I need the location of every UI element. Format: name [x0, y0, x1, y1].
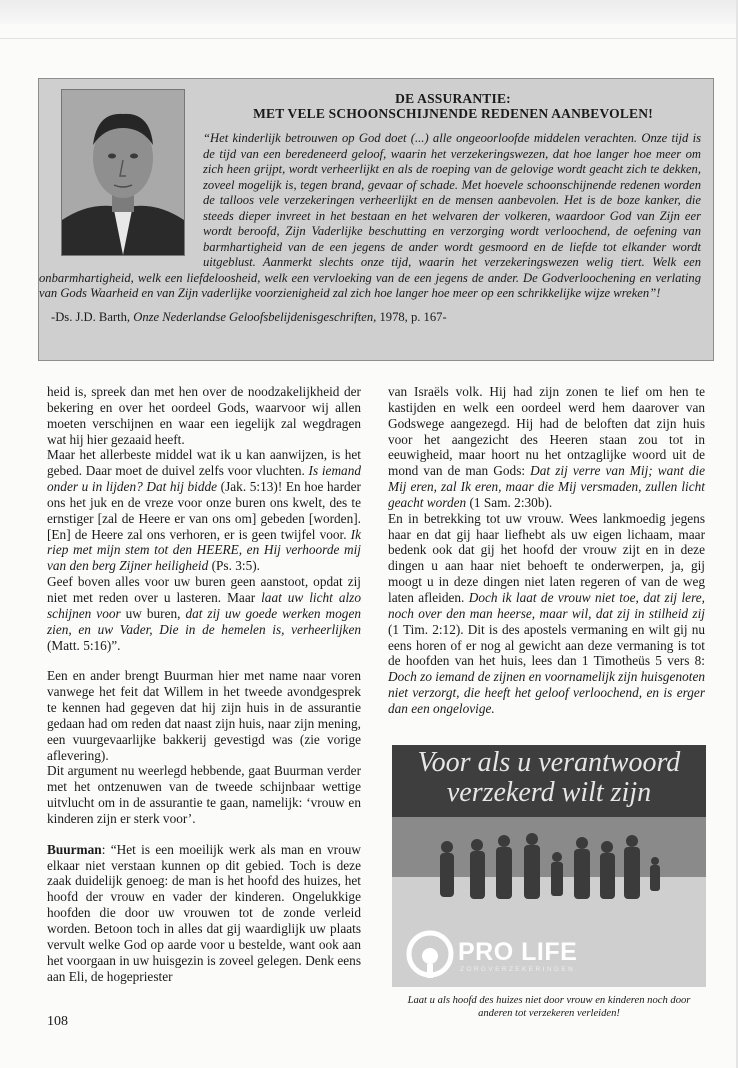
ad-brand-sub: ZORGVERZEKERINGEN [460, 966, 576, 973]
source-book: Onze Nederlandse Geloofsbelijdenisgeschriften [133, 309, 374, 324]
ad-slogan-line2: verzekerd wilt zijn [446, 777, 652, 808]
advertisement [392, 745, 706, 987]
left-column [47, 384, 361, 984]
ad-slogan [392, 748, 706, 808]
speaker-label: Buurman [47, 841, 102, 857]
portrait-photo [61, 89, 185, 256]
quote-source [51, 310, 713, 325]
source-rest: , 1978, p. 167- [373, 309, 447, 324]
source-author: -Ds. J.D. Barth, [51, 309, 134, 324]
scan-top-band [0, 0, 738, 24]
top-rule [0, 38, 738, 39]
left-paragraph-3: Geef boven alles voor uw buren geen aanstoot, opdat zij niet met reden over u lasteren. Maar laat uw licht alzo schijnen voor uw buren, dat zij uw goede werken mogen zien, en uw Vader, Die in de hemelen is, verheerlijken (Matt. 5:16)”. [47, 574, 361, 653]
ad-caption: Laat u als hoofd des huizes niet door vrouw en kinderen noch door anderen tot verzekeren verleiden! [407, 995, 691, 1019]
quote-title-line2: MET VELE SCHOONSCHIJNENDE REDENEN AANBEVOLEN! [253, 106, 653, 121]
right-paragraph-1: van Israëls volk. Hij had zijn zonen te lief om hen te kastijden en welk een oordeel werd hem daarover van Godswege aangezegd. Hij had de beloften dat zijn huis voor het aangezicht des Heeren staan zou tot in eeuwigheid, maar hoort nu het ontzaglijke woord uit de mond van de man Gods: Dat zij verre van Mij; want die Mij eren, zal Ik eren, maar die Mij versmaden, zullen licht geacht worden (1 Sam. 2:30b). [388, 384, 705, 510]
left-paragraph-6: Buurman: “Het is een moeilijk werk als man en vrouw elkaar niet verstaan kunnen op dit gebied. Toch is deze zaak duidelijk genoeg: de man is het hoofd des huizes, het hoofd der vrouw en vader der kinderen. Ongelukkige hoofden die door uw vrouwen tot de zonde verleid worden. Betoon toch in alles dat gij waardiglijk uw plaats vervult welke God op aarde voor u bestelde, want ook aan het voorgaan in uw huisgezin is zoveel gelegen. Denk eens aan Eli, de hogepriester [47, 841, 361, 984]
quote-box [38, 78, 714, 361]
ad-brand: PRO LIFE [458, 938, 578, 966]
left-paragraph-1: heid is, spreek dan met hen over de noodzakelijkheid der bekering en over het oordeel Gods, waarvoor wij allen moeten verschijnen en waar een iegelijk zal wegdragen wat hij hier gezaaid heeft. [47, 384, 361, 447]
right-column [388, 384, 705, 717]
left-paragraph-4: Een en ander brengt Buurman hier met name naar voren vanwege het feit dat Willem in het tweede avondgesprek te kennen had gegeven dat hij zijn huis in de assurantie gedaan had om reden dat naast zijn huis, naar zijn mening, een vuurgevaarlijke bakkerij gevestigd was (zie vorige aflevering). [47, 668, 361, 763]
ad-slogan-line1: Voor als u verantwoord [417, 747, 681, 778]
right-paragraph-2: En in betrekking tot uw vrouw. Wees lankmoedig jegens haar en dat gij haar liefhebt als uw eigen lichaam, maar bedenk ook dat gij het hoofd der vrouw zijt en in deze dingen u aan haar niet behoeft te onderwerpen, ja, gij moogt u in deze dingen niet laten regeren of van de weg laten afleiden. Doch ik laat de vrouw niet toe, dat zij lere, noch over den man heerse, maar wil, dat zij in stilheid zij (1 Tim. 2:12). Dit is des apostels vermaning en wilt gij nu eens horen of er nog al gewicht aan deze vermaning is tot de hoofden van het huis, lees dan 1 Timotheüs 5 vers 8: Doch zo iemand de zijnen en voornamelijk zijn huisgenoten niet verzorgt, die heeft het geloof verloochend, en is erger dan een ongelovige. [388, 510, 705, 716]
left-paragraph-5: Dit argument nu weerlegd hebbende, gaat Buurman verder met het ontzenuwen van de tweede schijnbaar wettige uitvlucht om in de assurantie te gaan, namelijk: ‘vrouw en kinderen zijn er sterk voor’. [47, 763, 361, 826]
left-paragraph-2: Maar het allerbeste middel wat ik u kan aanwijzen, is het gebed. Daar moet de duivel zelfs voor vluchten. Is iemand onder u in lijden? Dat hij bidde (Jak. 5:13)! En hoe harder ons het juk en de vreze voor onze buren ons kwelt, des te ernstiger [zal de Heere er van ons om] gebeden [worden]. [En] de Heere zal ons verhoren, er is geen twijfel voor. Ik riep met mijn stem tot den HEERE, en Hij verhoorde mij van den berg Zijner heiligheid (Ps. 3:5). [47, 447, 361, 574]
quote-text: “Het kinderlijk betrouwen op God doet (...) alle ongeoorloofde middelen verachten. Onze tijd is de tijd van een beredeneerd geloof, waarin het verzekeringswezen, dat hoe langer hoe meer om zich heen grijpt, wordt verheerlijkt en als de roeping van de gelovige wordt geacht zich te dekken, zoveel mogelijk is, tegen brand, gevaar of schade. Met hoevele schoonschijnende redenen worden de talloos vele verzekeringen verheerlijkt en de mensen aanbevolen. Het is de boze kanker, die steeds dieper invreet in het bestaan en het welvaren der volkeren, waardoor God van Zijn eer wordt beroofd, Zijn Vaderlijke beschutting en verzorging wordt verloochend, de oefening van barmhartigheid van de een jegens de ander wordt gesmoord en de liefde tot elkander wordt uitgeblust. Aanmerkt slechts onze tijd, waarin het verzekeringswezen welig tiert. Welk een onbarmhartigheid, welk een liefdeloosheid, welk een vervloeking van de een jegens de ander. De Godverloochening en verlating van Gods Waarheid en van Zijn vaderlijke voorzienigheid zal zich hoe langer hoe meer op een schrikkelijke wijze wreken”! [39, 131, 701, 300]
eye-logo-icon [406, 930, 454, 978]
quote-title-line1: DE ASSURANTIE: [395, 91, 511, 106]
page-number: 108 [47, 1014, 68, 1029]
